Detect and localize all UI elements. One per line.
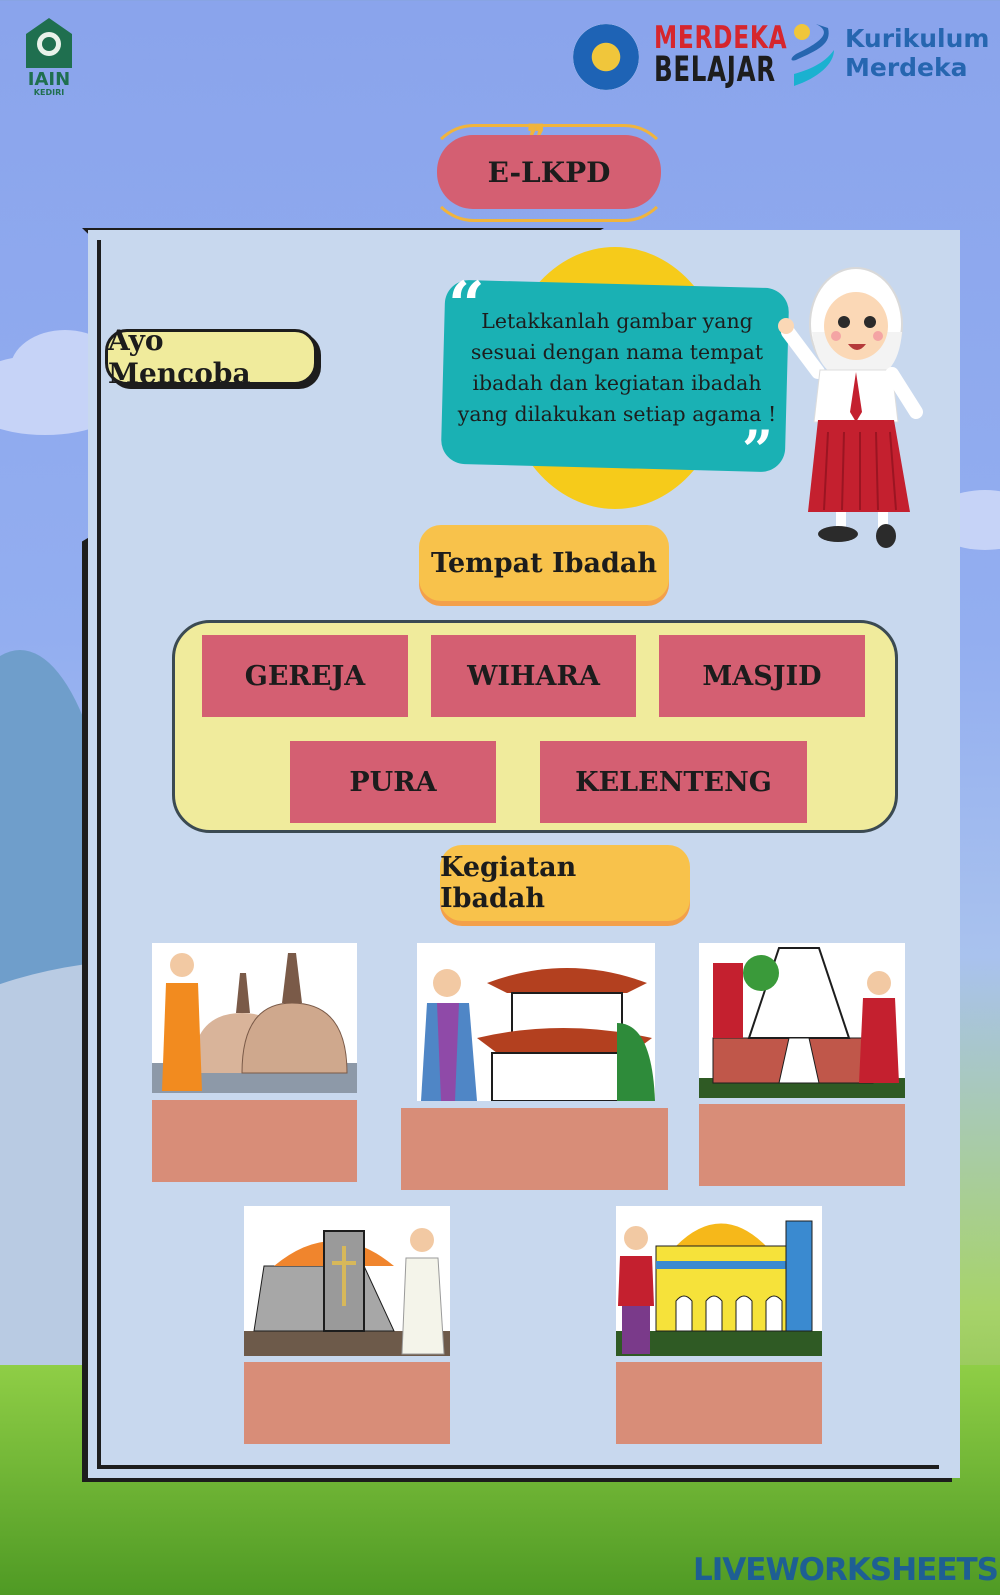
drop-zone-3[interactable] — [699, 1104, 905, 1186]
merdeka-sub-text: Merdeka — [845, 53, 968, 82]
open-quote-icon: “ — [448, 268, 485, 343]
word-tile-kelenteng[interactable]: KELENTENG — [540, 741, 807, 823]
iain-logo-subtext: KEDIRI — [33, 88, 65, 97]
instruction-text: Letakkanlah gambar yang sesuai dengan nama tempat ibadah dan kegiatan ibadah yang dilakukan setiap agama ! — [457, 309, 777, 426]
kegiatan-ibadah-title: Kegiatan Ibadah — [440, 845, 690, 921]
konghucu-temple-icon — [417, 943, 655, 1101]
word-tile-gereja[interactable]: GEREJA — [202, 635, 408, 717]
drop-zone-1[interactable] — [152, 1100, 357, 1182]
christian-church-icon — [244, 1206, 450, 1356]
word-tile-pura[interactable]: PURA — [290, 741, 496, 823]
close-quote-icon: ” — [742, 418, 774, 482]
mosque-icon — [616, 1206, 822, 1356]
tempat-ibadah-title: Tempat Ibadah — [419, 525, 669, 601]
drop-zone-5[interactable] — [616, 1362, 822, 1444]
belajar-text: BELAJAR — [654, 50, 776, 90]
student-girl-icon — [778, 262, 938, 552]
word-tile-wihara[interactable]: WIHARA — [431, 635, 636, 717]
word-tile-masjid[interactable]: MASJID — [659, 635, 865, 717]
kurikulum-text: Kurikulum — [845, 24, 990, 53]
iain-logo-text: IAIN — [27, 69, 71, 90]
liveworksheets-brand: LIVEWORKSHEETS — [693, 1552, 998, 1588]
iain-logo — [22, 16, 76, 97]
drop-zone-2[interactable] — [401, 1108, 668, 1190]
ayo-mencoba-label: Ayo Mencoba — [105, 329, 317, 385]
drop-zone-4[interactable] — [244, 1362, 450, 1444]
merdeka-text: MERDEKA — [654, 20, 788, 56]
page-title: E-LKPD — [437, 135, 661, 209]
tut-wuri-handayani-logo — [573, 24, 639, 90]
kurikulum-merdeka-icon — [788, 20, 838, 96]
buddhist-monk-stupa-icon — [152, 943, 357, 1093]
kurikulum-merdeka-logo — [845, 24, 989, 82]
hindu-pura-icon — [699, 943, 905, 1098]
